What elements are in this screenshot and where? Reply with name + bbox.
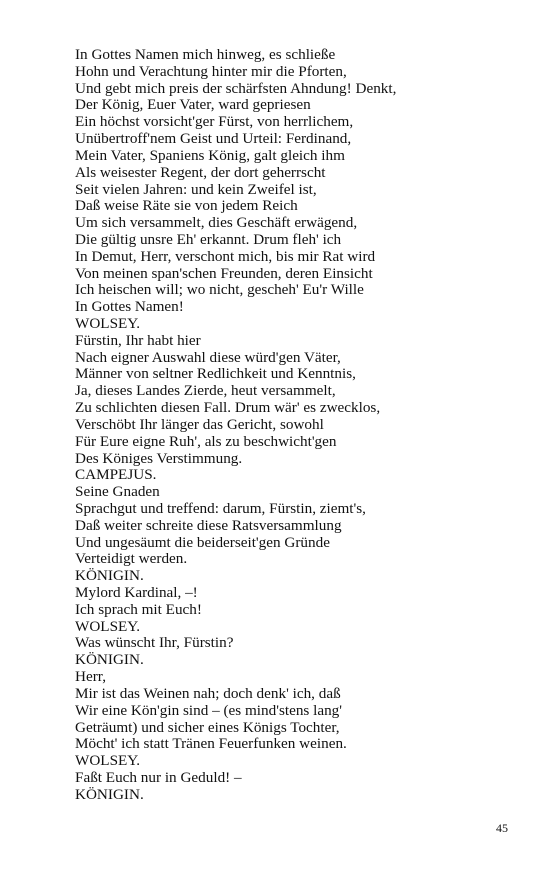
speaker-name: CAMPEJUS. bbox=[75, 466, 157, 484]
text-line: Verteidigt werden. bbox=[75, 550, 188, 568]
text-line: Mir ist das Weinen nah; doch denk' ich, daß bbox=[75, 684, 341, 702]
text-line: Herr, bbox=[75, 668, 107, 686]
page-number: 45 bbox=[496, 821, 508, 835]
text-line: Hohn und Verachtung hinter mir die Pforten, bbox=[75, 62, 347, 80]
speaker-name: WOLSEY. bbox=[75, 752, 141, 770]
text-line: Als weisester Regent, der dort geherrscht bbox=[75, 163, 326, 181]
text-line: Geträumt) und sicher eines Königs Tochter, bbox=[75, 718, 340, 736]
text-line: Ich sprach mit Euch! bbox=[75, 600, 202, 618]
text-line: Was wünscht Ihr, Fürstin? bbox=[75, 634, 234, 652]
text-line: Mein Vater, Spaniens König, galt gleich ihm bbox=[75, 146, 345, 164]
text-line: In Gottes Namen mich hinweg, es schließe bbox=[75, 46, 336, 63]
text-line: Für Eure eigne Ruh', als zu beschwicht'gen bbox=[75, 432, 337, 450]
text-line: Wir eine Kön'gin sind – (es mind'stens lang' bbox=[75, 701, 343, 719]
text-line: Sprachgut und treffend: darum, Fürstin, ziemt's, bbox=[75, 499, 366, 517]
text-line: Seit vielen Jahren: und kein Zweifel ist, bbox=[75, 180, 317, 198]
text-line: Daß weise Räte sie von jedem Reich bbox=[75, 197, 298, 215]
text-line: Faßt Euch nur in Geduld! – bbox=[75, 768, 242, 786]
text-line: In Demut, Herr, verschont mich, bis mir Rat wird bbox=[75, 247, 376, 265]
speaker-name: KÖNIGIN. bbox=[75, 785, 144, 803]
speaker-name: WOLSEY. bbox=[75, 315, 141, 332]
text-line: Seine Gnaden bbox=[75, 483, 160, 501]
text-line: Um sich versammelt, dies Geschäft erwägend, bbox=[75, 214, 358, 232]
play-text bbox=[75, 47, 515, 804]
speaker-name: KÖNIGIN. bbox=[75, 567, 144, 585]
text-line: Daß weiter schreite diese Ratsversammlung bbox=[75, 516, 342, 534]
text-line: Unübertroff'nem Geist und Urteil: Ferdinand, bbox=[75, 130, 352, 148]
text-line: Von meinen span'schen Freunden, deren Einsicht bbox=[75, 264, 373, 282]
text-line: Zu schlichten diesen Fall. Drum wär' es zwecklos, bbox=[75, 399, 381, 417]
text-line: Und ungesäumt die beiderseit'gen Gründe bbox=[75, 533, 330, 551]
text-line: Und gebt mich preis der schärfsten Ahndung! Denkt, bbox=[75, 79, 397, 97]
text-line: Ein höchst vorsicht'ger Fürst, von herrlichem, bbox=[75, 113, 354, 131]
text-line: Ich heischen will; wo nicht, gescheh' Eu'r Wille bbox=[75, 281, 364, 299]
text-line: Die gültig unsre Eh' erkannt. Drum fleh' ich bbox=[75, 230, 342, 248]
text-line: Ja, dieses Landes Zierde, heut versammelt, bbox=[75, 382, 336, 400]
text-line: Des Königes Verstimmung. bbox=[75, 449, 243, 467]
text-line: Männer von seltner Redlichkeit und Kenntnis, bbox=[75, 365, 356, 383]
text-line: Der König, Euer Vater, ward gepriesen bbox=[75, 96, 311, 114]
text-line: Mylord Kardinal, –! bbox=[75, 584, 198, 601]
text-line: Fürstin, Ihr habt hier bbox=[75, 331, 201, 349]
text-line: In Gottes Namen! bbox=[75, 298, 184, 316]
text-line: Möcht' ich statt Tränen Feuerfunken weinen. bbox=[75, 735, 347, 753]
text-line: Verschöbt Ihr länger das Gericht, sowohl bbox=[75, 415, 324, 433]
speaker-name: KÖNIGIN. bbox=[75, 651, 144, 669]
speaker-name: WOLSEY. bbox=[75, 617, 141, 635]
text-line: Nach eigner Auswahl diese würd'gen Väter, bbox=[75, 348, 341, 366]
